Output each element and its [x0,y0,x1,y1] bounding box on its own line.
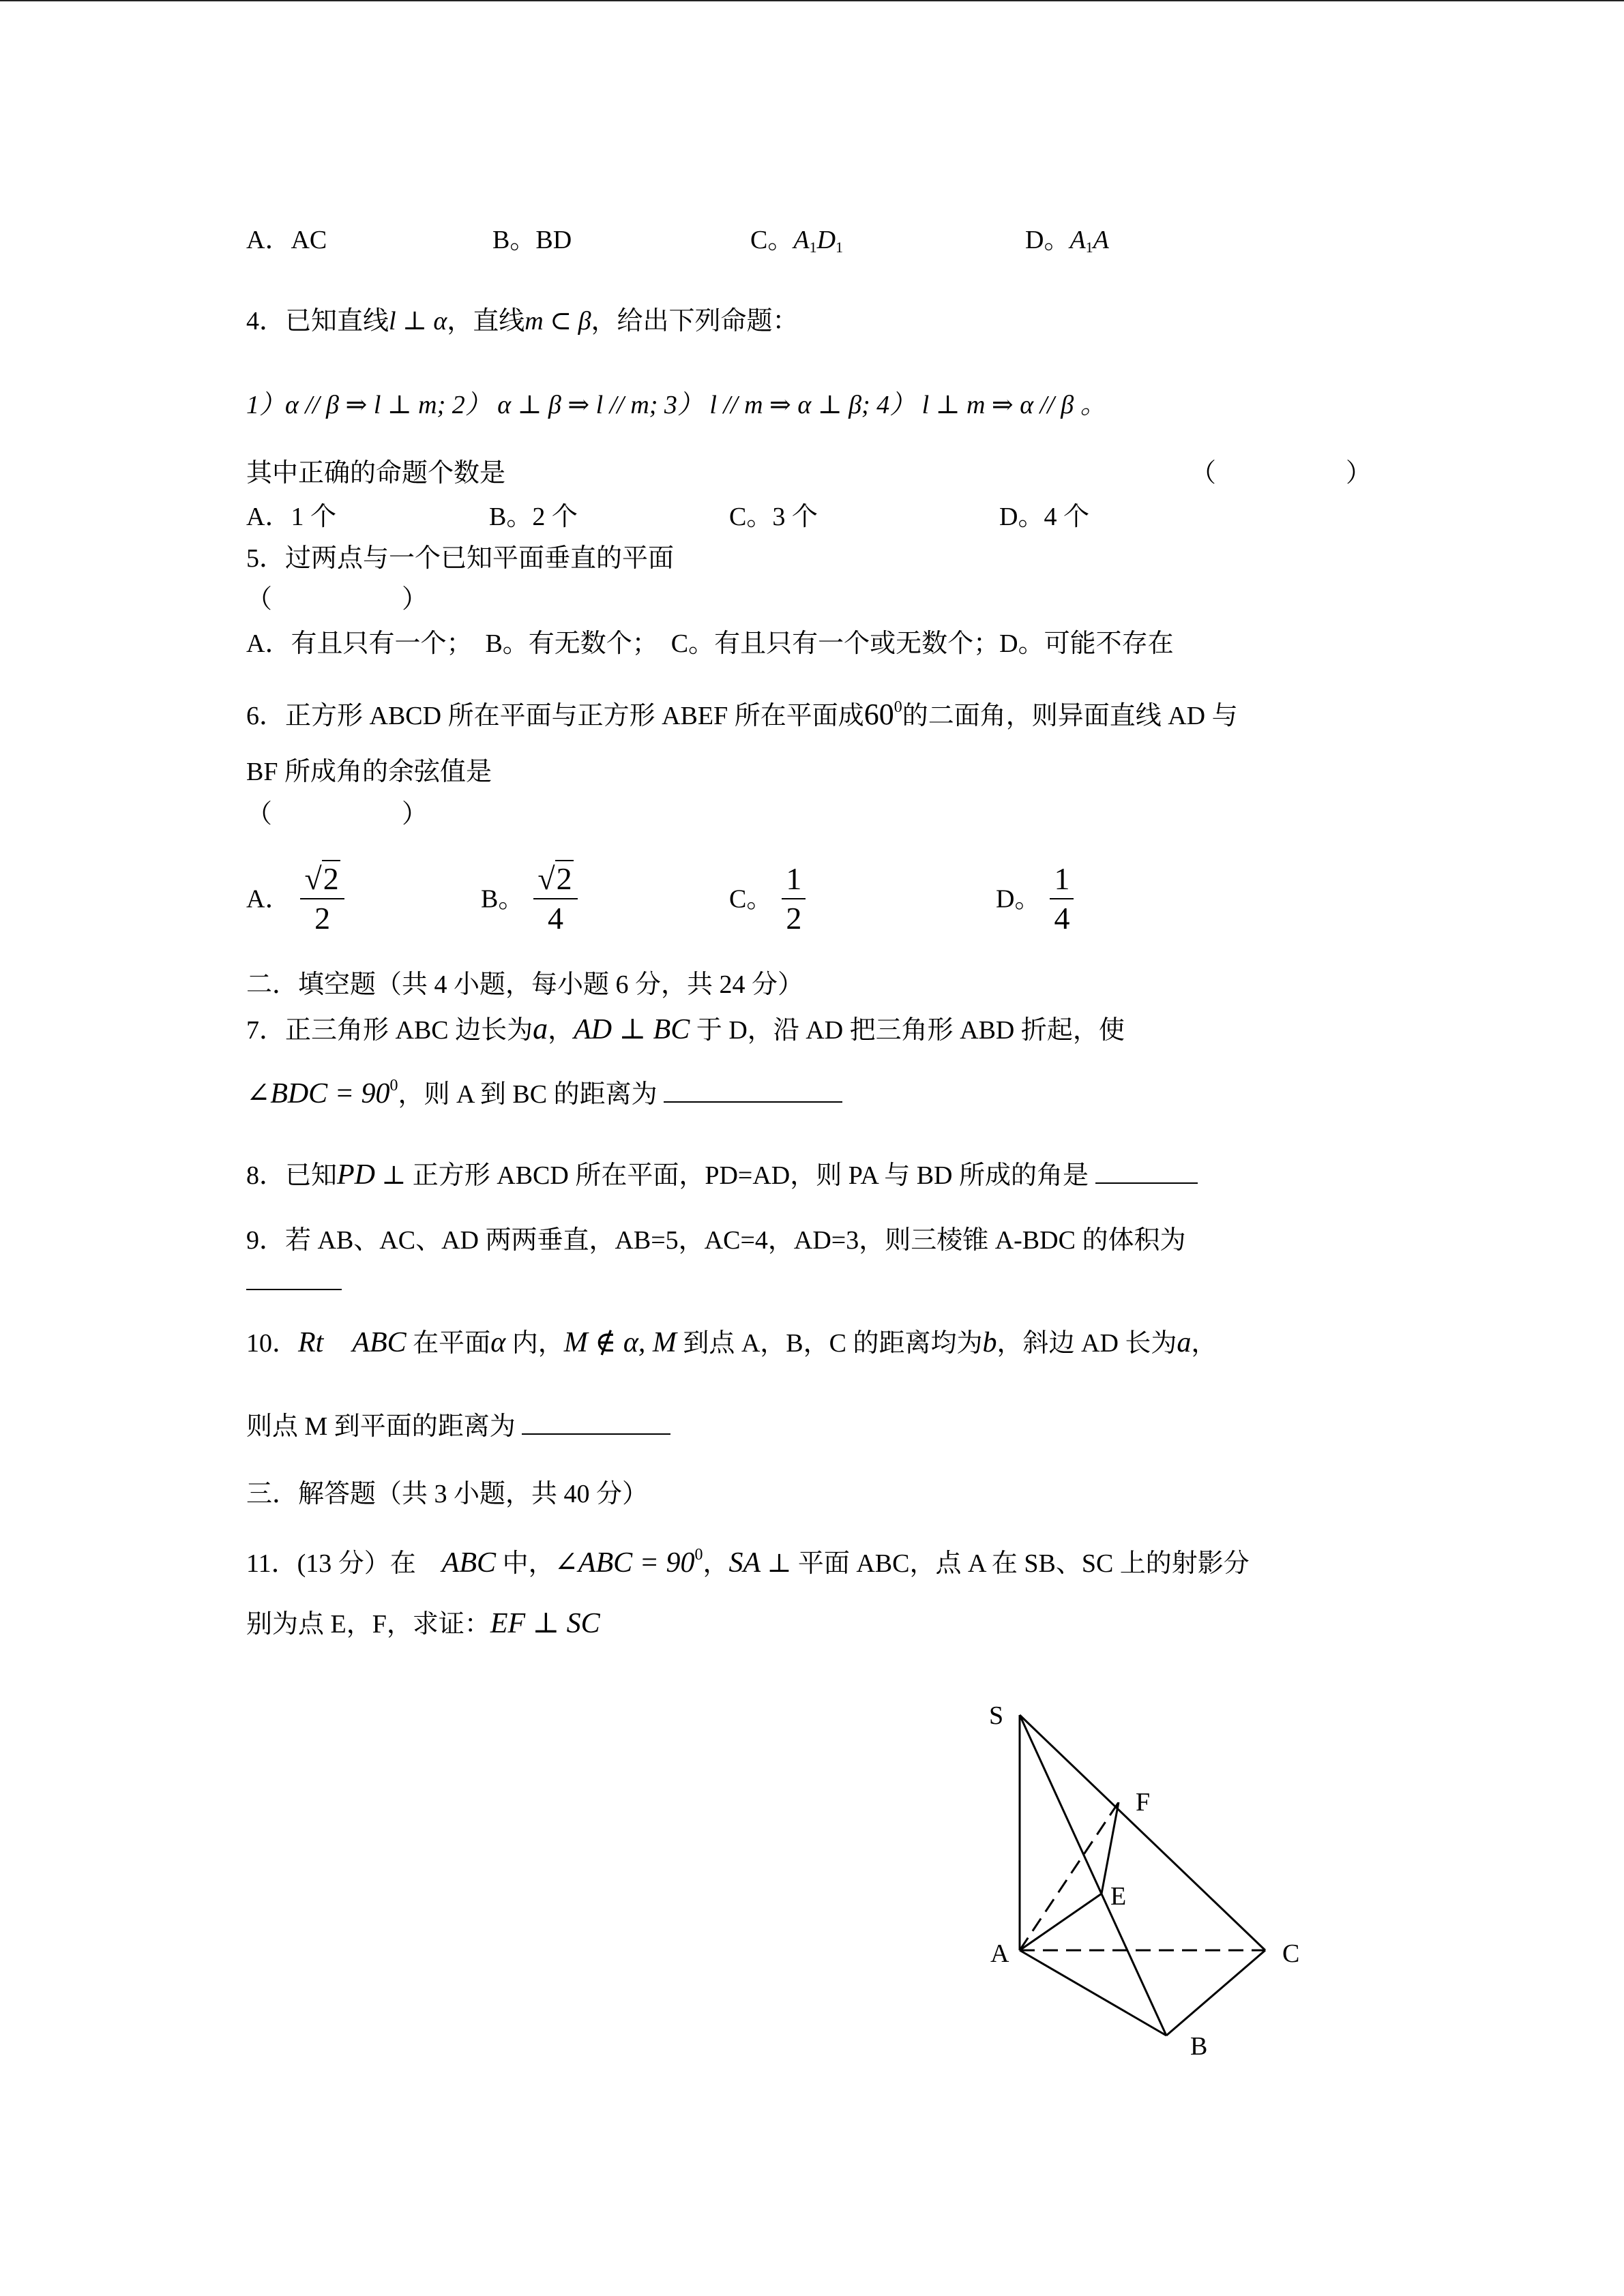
label-e: E [1110,1882,1127,1911]
q9-stem: 9．若 AB、AC、AD 两两垂直，AB=5，AC=4，AD=3，则三棱锥 A-BDC 的体积为 [246,1226,1186,1255]
q10-stem: 10．Rt ABC 在平面α 内，M ∉ α, M 到点 A，B，C 的距离均为b，斜边 AD 长为a， [246,1327,1217,1358]
edge-sc [1020,1715,1265,1950]
q4-answer-paren: （ ） [1190,459,1372,488]
q9-answer-line [246,1268,342,1295]
q3-option-b: B。BD [492,226,572,254]
q9-answer-blank[interactable] [246,1268,342,1290]
label-s: S [989,1701,1004,1730]
q7-stem: 7．正三角形 ABC 边长为a，AD ⊥ BC 于 D，沿 AD 把三角形 ABD 折起，使 [246,1012,1125,1045]
q4-option-d: D。4 个 [999,503,1089,531]
q7-answer-blank[interactable] [664,1081,842,1103]
q4-stem: 4．已知直线l ⊥ α，直线m ⊂ β，给出下列命题： [246,307,799,336]
edge-ae [1020,1894,1102,1950]
q11-stem-cont: 别为点 E，F，求证：EF ⊥ SC [246,1608,600,1639]
q5-options: A．有且只有一个； B。有无数个； C。有且只有一个或无数个；D。可能不存在 [246,629,1174,658]
q5-stem: 5．过两点与一个已知平面垂直的平面 [246,544,675,573]
label-f: F [1136,1788,1151,1817]
q6-answer-paren: （ ） [246,800,428,829]
label-a: A [990,1939,1009,1968]
q4-option-c: C。3 个 [729,503,818,531]
q7-stem-cont: ∠BDC = $90^0$，则 A 到 BC 的距离为 [246,1077,842,1108]
q3-option-d: D。$A_1A$ [1025,226,1109,256]
q10-stem-cont: 则点 M 到平面的距离为 [246,1413,670,1440]
label-c: C [1282,1939,1300,1968]
q4-option-b: B。2 个 [489,503,578,531]
q4-propositions: 1）α // β ⇒ l ⊥ m; 2） α ⊥ β ⇒ l // m; 3） l // m ⇒ α ⊥ β; 4） l ⊥ m ⇒ α // β 。 [246,391,1106,419]
q4-question: 其中正确的命题个数是 [246,459,506,488]
q10-answer-blank[interactable] [522,1413,670,1435]
q6-stem: 6．正方形 ABCD 所在平面与正方形 ABEF 所在平面成$60^0$的二面角，则异面直线 AD 与 [246,698,1238,731]
q6-option-b: B。 $\frac{√2}{4}$ [481,863,578,936]
edge-ef [1102,1802,1119,1894]
pyramid-figure [969,1691,1323,2073]
q8-stem: 8．已知PD ⊥ 正方形 ABCD 所在平面，PD=AD，则 PA 与 BD 所成的角是 [246,1161,1198,1189]
section-2-heading: 二．填空题（共 4 小题，每小题 6 分，共 24 分） [246,970,804,999]
edge-ab [1020,1950,1166,2036]
edge-bc [1166,1950,1265,2036]
q11-stem: 11．(13 分）在 ABC 中，∠ABC = $90^0$，SA ⊥ 平面 ABC，点 A 在 SB、SC 上的射影分 [246,1546,1250,1579]
label-b: B [1190,2032,1208,2061]
edge-sb [1020,1715,1166,2036]
q3-option-a: A．AC [246,226,327,254]
q4-option-a: A．1 个 [246,503,336,531]
q3-option-c: C。$A_1D_1$ [750,226,844,256]
q6-stem-cont: BF 所成角的余弦值是 [246,758,492,786]
q8-answer-blank[interactable] [1095,1162,1198,1184]
q6-option-a: A． $\frac{√2}{2}$ [246,863,344,936]
q5-answer-paren: （ ） [246,585,428,614]
q6-option-c: C。 $\frac{1}{2}$ [729,863,806,936]
q6-option-d: D。 $\frac{1}{4}$ [996,863,1074,936]
page-top-border [0,0,1624,1]
section-3-heading: 三．解答题（共 3 小题，共 40 分） [246,1480,649,1508]
